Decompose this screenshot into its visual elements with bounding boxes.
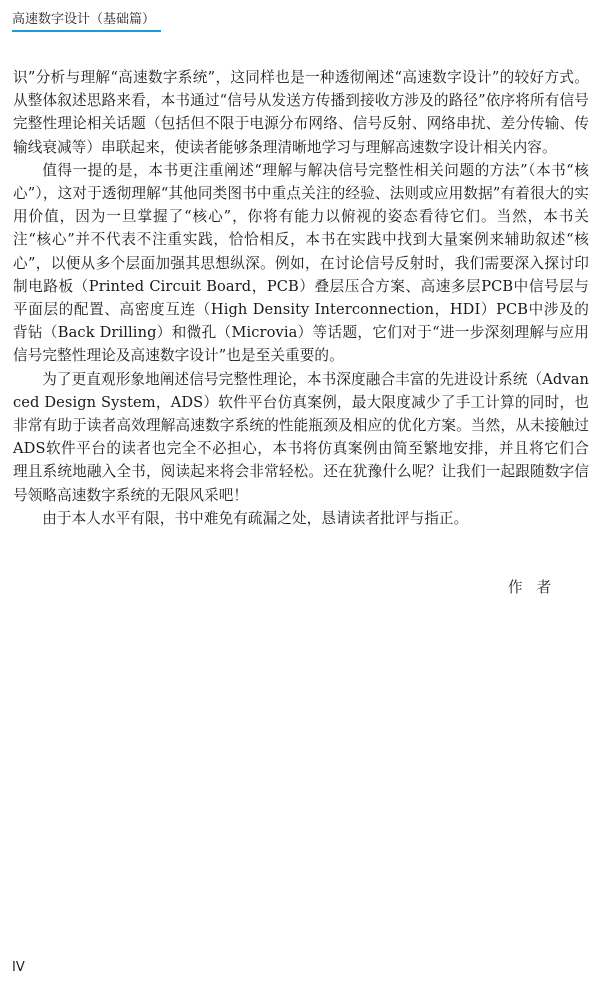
- running-header-title: 高速数字设计（基础篇）: [12, 12, 156, 27]
- page-number: IV: [12, 960, 25, 975]
- author-signature: 作者: [508, 579, 566, 596]
- paragraph: 由于本人水平有限，书中难免有疏漏之处，恳请读者批评与指正。: [42, 509, 469, 527]
- paragraph: 值得一提的是，本书更注重阐述“理解与解决信号完整性相关问题的方法”（本书“核心”），这对于透彻理解“其他同类图书中重点关注的经验、法则或应用数据”有着很大的实用价值，因为一旦掌握了“核心”，你将有能力以俯视的姿态看待它们。当然，本书关注“核心”并不代表不注重实践，恰恰相反，本书在实践中找到大量案例来辅助叙述“核心”，以便从多个层面加强其思想纵深。例如，在讨论信号反射时，我们需要深入探讨印制电路板（Printed Circuit Board，PCB）叠层压合方案、高速多层PCB中信号层与平面层的配置、高密度互连（High Density Interconnection，HDI）PCB中涉及的背钻（Back Drilling）和微孔（Microvia）等话题，它们对于“进一步深刻理解与应用信号完整性理论及高速数字设计”也是至关重要的。: [13, 161, 589, 365]
- paragraph: 为了更直观形象地阐述信号完整性理论，本书深度融合丰富的先进设计系统（Advanced Design System，ADS）软件平台仿真案例，最大限度减少了手工计算的同时，也非常有助于读者高效理解高速数字系统的性能瓶颈及相应的优化方案。当然，从未接触过ADS软件平台的读者也完全不必担心，本书将仿真案例由简至繁地安排，并且将它们合理且系统地融入全书，阅读起来将会非常轻松。还在犹豫什么呢？让我们一起跟随数字信号领略高速数字系统的无限风采吧！: [13, 370, 589, 504]
- body-text: [13, 66, 589, 530]
- running-header: [12, 8, 161, 32]
- paragraph-continued: 识”分析与理解“高速数字系统”，这同样也是一种透彻阐述“高速数字设计”的较好方式。从整体叙述思路来看，本书通过“信号从发送方传播到接收方涉及的路径”依序将所有信号完整性理论相关话题（包括但不限于电源分布网络、信号反射、网络串扰、差分传输、传输线衰减等）串联起来，使读者能够条理清晰地学习与理解高速数字设计相关内容。: [13, 69, 589, 156]
